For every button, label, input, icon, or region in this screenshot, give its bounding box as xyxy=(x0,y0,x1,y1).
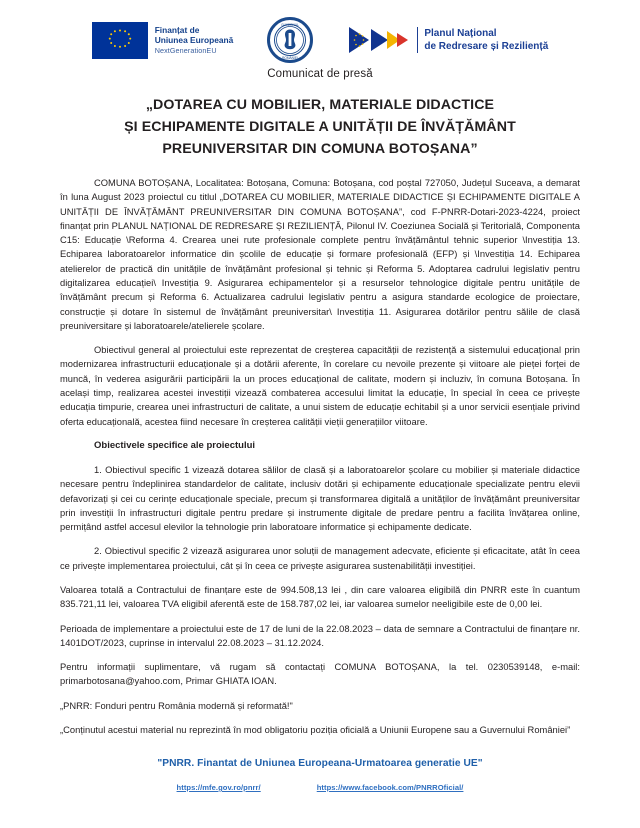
page-title-line3: PREUNIVERSITAR DIN COMUNA BOTOȘANA” xyxy=(162,141,478,157)
paragraph-disclaimer: „Conținutul acestui material nu reprezintă în mod obligatoriu poziția oficială a Uniunii Europene sau a Guvernului României” xyxy=(60,724,571,735)
header-logo-strip xyxy=(60,0,580,60)
pnrr-logo-line1: Planul Național xyxy=(424,28,497,39)
paragraph-contact-info: Pentru informații suplimentare, vă rugam să contactați COMUNA BOTOȘANA, la tel. 0230539148, e-mail: primarbotosana@yahoo.com, Primar GHIATA IOAN. xyxy=(60,662,580,687)
paragraph-contract-value: Valoarea totală a Contractului de finanțare este de 994.508,13 lei , din care valoarea eligibilă din PNRR este în cuantum 835.721,11 lei, valoarea TVA eligibil aferentă este de 158.787,02 lei, iar valoarea sumelor neeligibile este de 0,00 lei. xyxy=(60,585,580,610)
pnrr-logo-text xyxy=(417,27,548,53)
pnrr-logo xyxy=(347,25,548,55)
romania-government-seal-icon xyxy=(267,17,313,63)
body-copy xyxy=(60,176,580,737)
svg-text:ROMÂNIEI: ROMÂNIEI xyxy=(282,56,299,60)
eu-logo-text xyxy=(155,25,234,56)
footer-slogan: "PNRR. Finantat de Uniunea Europeana-Urmatoarea generatie UE" xyxy=(157,758,483,769)
eu-flag-icon xyxy=(92,22,148,59)
eu-logo-line1: Finanțat de xyxy=(154,24,200,35)
footer-links xyxy=(60,783,580,792)
eu-logo-subtitle: NextGenerationEU xyxy=(154,46,217,56)
eu-logo-line2: Uniunea Europeană xyxy=(154,35,234,46)
eu-stars-icon xyxy=(92,22,148,59)
paragraph-objective-2: 2. Obiectivul specific 2 vizează asigurarea unor soluții de management adecvate, eficiente și eficacitate, atât în ceea ce privește implementarea proiectului, cât și în ceea ce privește asigurarea sustenabilității investiției. xyxy=(60,546,580,571)
pnrr-arrows-icon xyxy=(347,25,411,55)
paragraph-project-identification: COMUNA BOTOȘANA, Localitatea: Botoșana, Comuna: Botoșana, cod poștal 727050, Județul Suceava, a demarat în luna August 2023 proiectul cu titlul „DOTAREA CU MOBILIER, MATERIALE DIDACTICE ȘI ECHIPAMENTE DIGITALE A UNITĂȚII DE ÎNVĂȚĂMÂNT PREUNIVERSITAR DIN COMUNA BOTOȘANA”, cod F-PNRR-Dotari-2023-4224, proiect finanțat prin PLANUL NAȚIONAL DE REDRESARE ȘI REZILIENȚĂ, Pilonul IV. Coeziunea Socială și Teritorială, Componenta C15: Educație \Reforma 4. Crearea unei rute profesionale complete pentru învățământul tehnic superior \Investiția 13. Echiparea laboratoarelor informatice din școlile de educație și formare profesională (EFP) și \Investiția 14. Echiparea atelierelor de practică din unitățile de învățământ profesional și tehnic și Reforma 5. Adoptarea cadrului legislativ pentru digitalizarea educației\ Investiția 9. Asigurarea echipamentelor și a resurselor tehnologice digitale pentru unitățile de învățământ precum și Reforma 6. Actualizarea cadrului legislativ pentru a asigura standarde ecologice de proiectare, construcție și dotare în sistemul de învățământ preuniversitar\ Investiția 11. Asigurarea dotărilor pentru sălile de clasă preuniversitare și laboratoarele/atelierele școlare. xyxy=(60,178,580,331)
paragraph-pnrr-slogan: „PNRR: Fonduri pentru România modernă și reformată!" xyxy=(60,700,293,711)
paragraph-objective-1: 1. Obiectivul specific 1 vizează dotarea sălilor de clasă și a laboratoarelor școlare cu mobilier și materiale didactice necesare pentru îndeplinirea standardelor de calitate, inclusiv dotări și echipamente educaționale specializate pentru elevii defavorizați și cei cu cerințe educaționale speciale, precum și transformarea digitală a unităților de învățământ preuniversitar prin investiții în infrastructuri digitale pentru predare și instrumente digitale de predare pentru a facilita învățarea online, permițând astfel accesul elevilor la tehnologie prin laboratoare informatice și echipamente dedicate. xyxy=(60,465,580,533)
page-title-line1: „DOTAREA CU MOBILIER, MATERIALE DIDACTICE xyxy=(145,97,495,113)
page-title xyxy=(70,94,570,160)
page-title-line2: ȘI ECHIPAMENTE DIGITALE A UNITĂȚII DE ÎNVĂȚĂMÂNT xyxy=(124,119,516,135)
page-footer xyxy=(60,758,580,792)
paragraph-general-objective: Obiectivul general al proiectului este reprezentat de creșterea capacității de rezistență a sistemului educațional prin modernizarea infrastructurii educaționale și a dotării aferente, în corelare cu nevoile prezente și viitoare ale pieței forței de muncă, în vederea asigurării participării la un proces educațional de calitate, modern și incluziv, în comuna Botoșana. În același timp, realizarea acestei investiții vizează combaterea accesului limitat la educație, în special în ceea ce privește educația timpurie, crearea unei infrastructuri de calitate, a unui sistem de educație echitabil și a unor servicii esențiale privind oferta educațională, acestea fiind necesare în creșterea calității vieții generațiilor viitoare. xyxy=(60,345,580,427)
link-facebook-pnrroficial[interactable]: https://www.facebook.com/PNRROficial/ xyxy=(316,783,464,792)
eu-funding-logo xyxy=(92,22,234,59)
svg-text:GUVERNUL: GUVERNUL xyxy=(281,23,300,27)
pnrr-logo-line2: de Redresare și Reziliență xyxy=(424,41,549,52)
kicker-label: Comunicat de presă xyxy=(267,68,373,80)
paragraph-implementation-period: Perioada de implementare a proiectului este de 17 de luni de la 22.08.2023 – data de semnare a Contractului de finanțare nr. 1401DOT/2023, cuprinse in intervalul 22.08.2023 – 31.12.2024. xyxy=(60,623,580,648)
link-mfe-pnrr[interactable]: https://mfe.gov.ro/pnrr/ xyxy=(176,783,261,792)
section-heading-specific-objectives: Obiectivele specifice ale proiectului xyxy=(94,439,256,451)
